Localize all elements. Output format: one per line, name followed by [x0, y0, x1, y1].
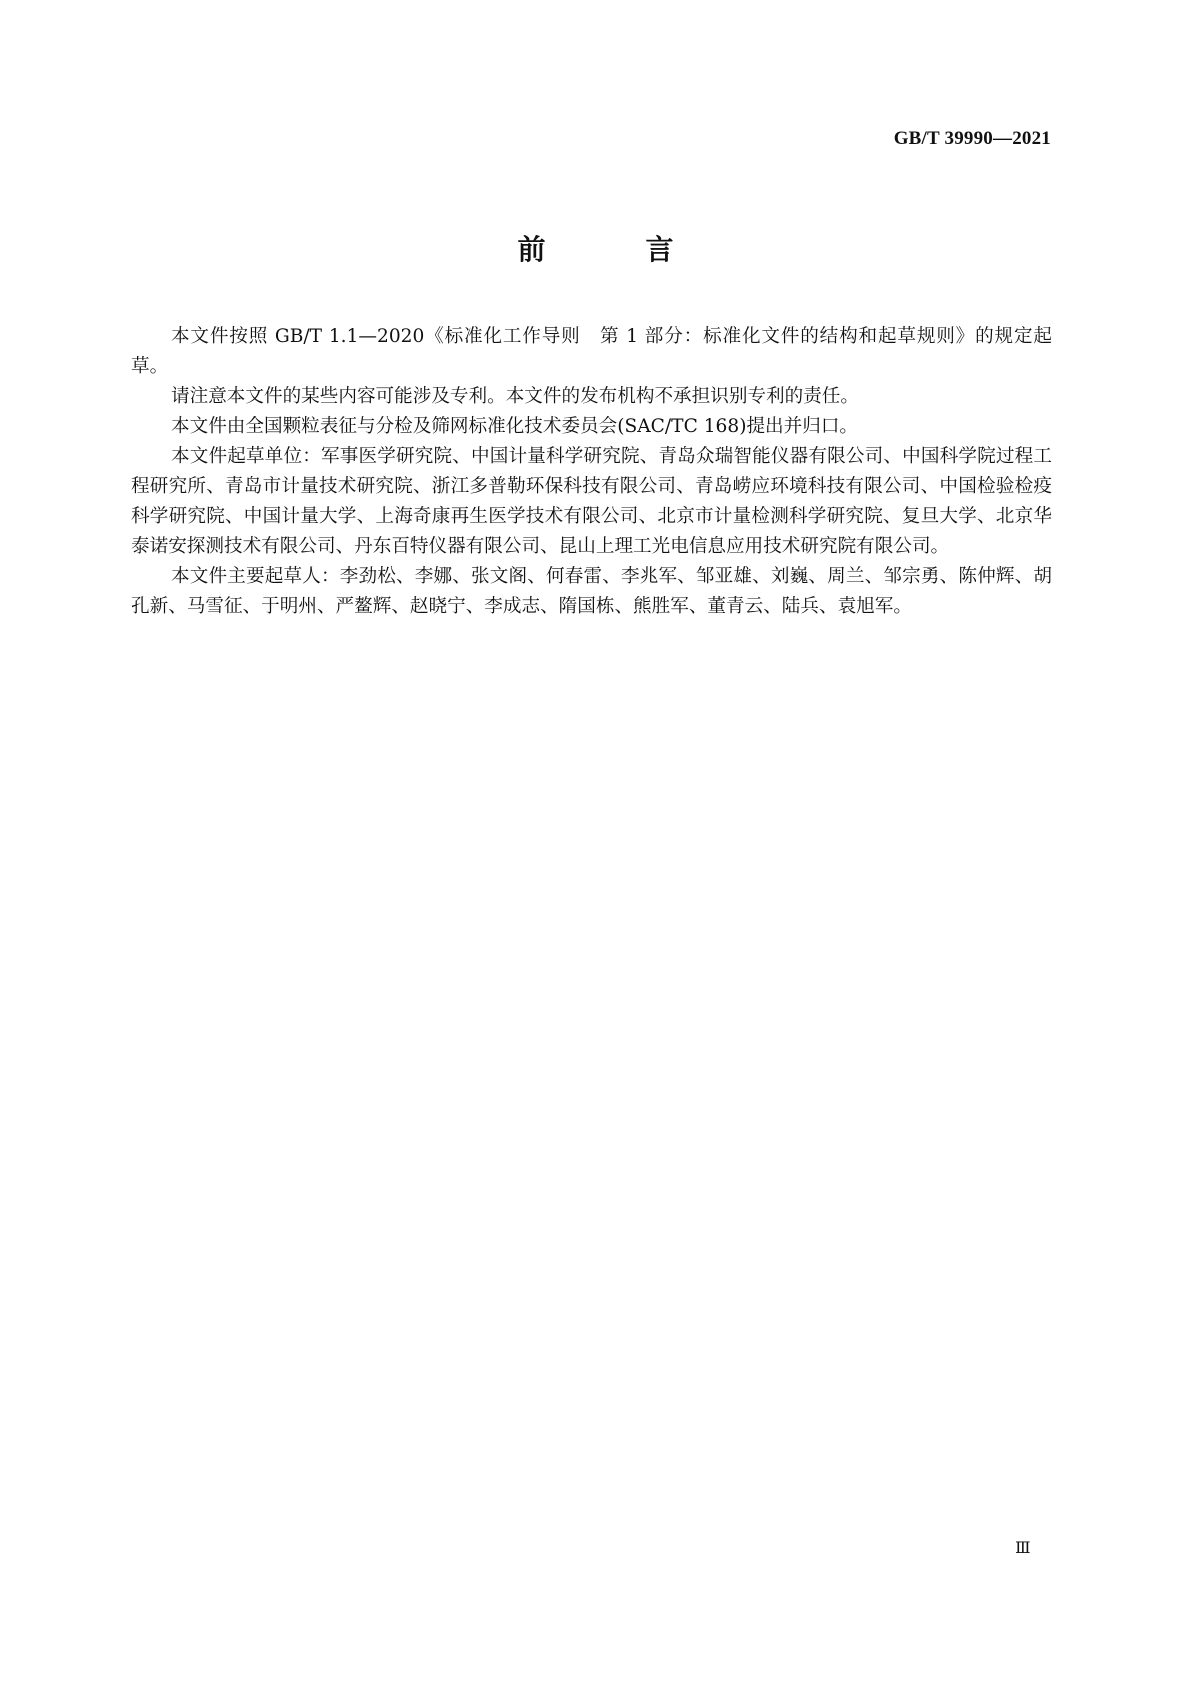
paragraph-proposer: 本文件由全国颗粒表征与分检及筛网标准化技术委员会(SAC/TC 168)提出并归口。 [171, 416, 859, 437]
paragraph-drafting-rules: 本文件按照 GB/T 1.1—2020《标准化工作导则 第 1 部分：标准化文件的结构和起草规则》的规定起草。 [131, 326, 1052, 377]
page-number: Ⅲ [1015, 1540, 1031, 1557]
paragraph-drafters: 本文件主要起草人：李劲松、李娜、张文阁、何春雷、李兆军、邹亚雄、刘巍、周兰、邹宗勇、陈仲辉、胡孔新、马雪征、于明州、严鳌辉、赵晓宁、李成志、隋国栋、熊胜军、董青云、陆兵、袁旭军。 [131, 566, 1052, 617]
standard-number: GB/T 39990—2021 [893, 128, 1051, 149]
foreword-body [131, 322, 1052, 622]
paragraph-drafting-units: 本文件起草单位：军事医学研究院、中国计量科学研究院、青岛众瑞智能仪器有限公司、中国科学院过程工程研究所、青岛市计量技术研究院、浙江多普勒环保科技有限公司、青岛崂应环境科技有限公司、中国检验检疫科学研究院、中国计量大学、上海奇康再生医学技术有限公司、北京市计量检测科学研究院、复旦大学、北京华泰诺安探测技术有限公司、丹东百特仪器有限公司、昆山上理工光电信息应用技术研究院有限公司。 [131, 446, 1052, 557]
paragraph-patent-notice: 请注意本文件的某些内容可能涉及专利。本文件的发布机构不承担识别专利的责任。 [171, 386, 859, 407]
page-title: 前 言 [517, 233, 710, 266]
